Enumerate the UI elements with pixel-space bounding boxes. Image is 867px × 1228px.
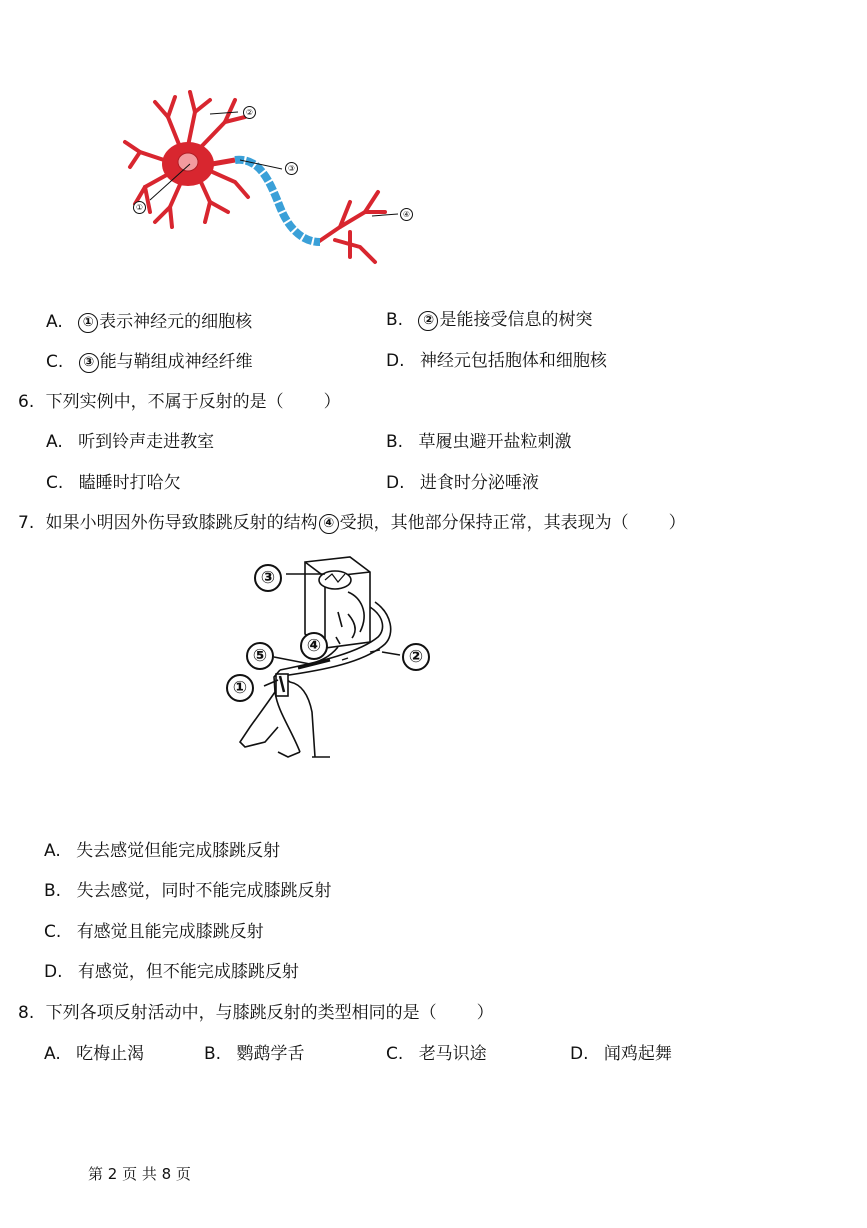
q6-option-d[interactable] (386, 472, 539, 494)
option-letter: A. (46, 312, 63, 332)
q8-option-c[interactable] (386, 1043, 487, 1065)
option-letter: B. (386, 310, 404, 330)
q7-stem (18, 512, 686, 534)
option-text: 进食时分泌唾液 (419, 473, 539, 493)
option-text: 听到铃声走进教室 (78, 432, 215, 452)
reflex-label-4: ④ (300, 632, 328, 660)
option-letter: D. (44, 962, 63, 982)
neuron-figure (110, 72, 430, 272)
q8-option-b[interactable] (204, 1043, 304, 1065)
q7-option-a[interactable] (44, 840, 280, 862)
option-text: 有感觉，但不能完成膝跳反射 (77, 962, 299, 982)
option-letter: C. (46, 473, 64, 493)
reflex-label-1: ① (226, 674, 254, 702)
q5-option-b[interactable] (386, 309, 592, 331)
q7-option-b[interactable] (44, 880, 331, 902)
option-letter: C. (386, 1044, 404, 1064)
question-text: 下列各项反射活动中，与膝跳反射的类型相同的是（ (45, 1003, 437, 1023)
option-letter: A. (46, 432, 63, 452)
q5-option-d[interactable] (386, 350, 607, 372)
neuron-label-2: ② (243, 106, 256, 119)
question-number: 8. (18, 1003, 35, 1023)
question-close-paren: ） (323, 392, 341, 412)
option-text: 有感觉且能完成膝跳反射 (76, 922, 264, 942)
reflex-label-2: ② (402, 643, 430, 671)
reflex-label-3: ③ (254, 564, 282, 592)
q8-option-d[interactable] (570, 1043, 672, 1065)
circled-number: ③ (79, 353, 99, 373)
option-text: 表示神经元的细胞核 (99, 312, 253, 332)
option-letter: A. (44, 1044, 61, 1064)
option-letter: B. (204, 1044, 222, 1064)
question-close-paren: ） (476, 1003, 494, 1023)
option-text: 草履虫避开盐粒刺激 (418, 432, 572, 452)
option-text: 失去感觉，同时不能完成膝跳反射 (76, 881, 332, 901)
q6-stem (18, 391, 341, 413)
circled-number: ① (78, 313, 98, 333)
option-text: 吃梅止渴 (76, 1044, 145, 1064)
option-text: 是能接受信息的树突 (439, 310, 593, 330)
question-number: 6. (18, 392, 35, 412)
option-letter: C. (46, 352, 64, 372)
option-letter: D. (386, 351, 405, 371)
option-letter: C. (44, 922, 62, 942)
option-letter: B. (44, 881, 62, 901)
neuron-drawing (110, 72, 430, 272)
option-letter: D. (386, 473, 405, 493)
option-letter: A. (44, 841, 61, 861)
option-letter: D. (570, 1044, 589, 1064)
question-text-cont: 受损，其他部分保持正常，其表现为（ (339, 513, 629, 533)
q6-option-c[interactable] (46, 472, 181, 494)
option-text: 鹦鹉学舌 (236, 1044, 305, 1064)
q7-option-d[interactable] (44, 961, 299, 983)
reflex-label-5: ⑤ (246, 642, 274, 670)
circled-number: ② (418, 311, 438, 331)
neuron-label-1: ① (133, 201, 146, 214)
neuron-label-4: ④ (400, 208, 413, 221)
question-close-paren: ） (668, 513, 686, 533)
q8-option-a[interactable] (44, 1043, 144, 1065)
question-number: 7. (18, 513, 35, 533)
option-letter: B. (386, 432, 404, 452)
q8-stem (18, 1002, 494, 1024)
page-footer: 第 2 页 共 8 页 (88, 1165, 191, 1183)
option-text: 老马识途 (418, 1044, 487, 1064)
q7-option-c[interactable] (44, 921, 264, 943)
option-text: 能与鞘组成神经纤维 (99, 352, 253, 372)
q5-option-a[interactable] (46, 311, 252, 333)
reflex-arc-figure (220, 552, 450, 762)
neuron-label-3: ③ (285, 162, 298, 175)
option-text: 神经元包括胞体和细胞核 (419, 351, 607, 371)
q6-option-a[interactable] (46, 431, 214, 453)
option-text: 瞌睡时打哈欠 (78, 473, 181, 493)
option-text: 闻鸡起舞 (603, 1044, 672, 1064)
question-text: 如果小明因外伤导致膝跳反射的结构 (45, 513, 318, 533)
question-text: 下列实例中，不属于反射的是（ (45, 392, 284, 412)
q6-option-b[interactable] (386, 431, 571, 453)
option-text: 失去感觉但能完成膝跳反射 (76, 841, 281, 861)
q5-option-c[interactable] (46, 351, 253, 373)
circled-number: ④ (319, 514, 339, 534)
